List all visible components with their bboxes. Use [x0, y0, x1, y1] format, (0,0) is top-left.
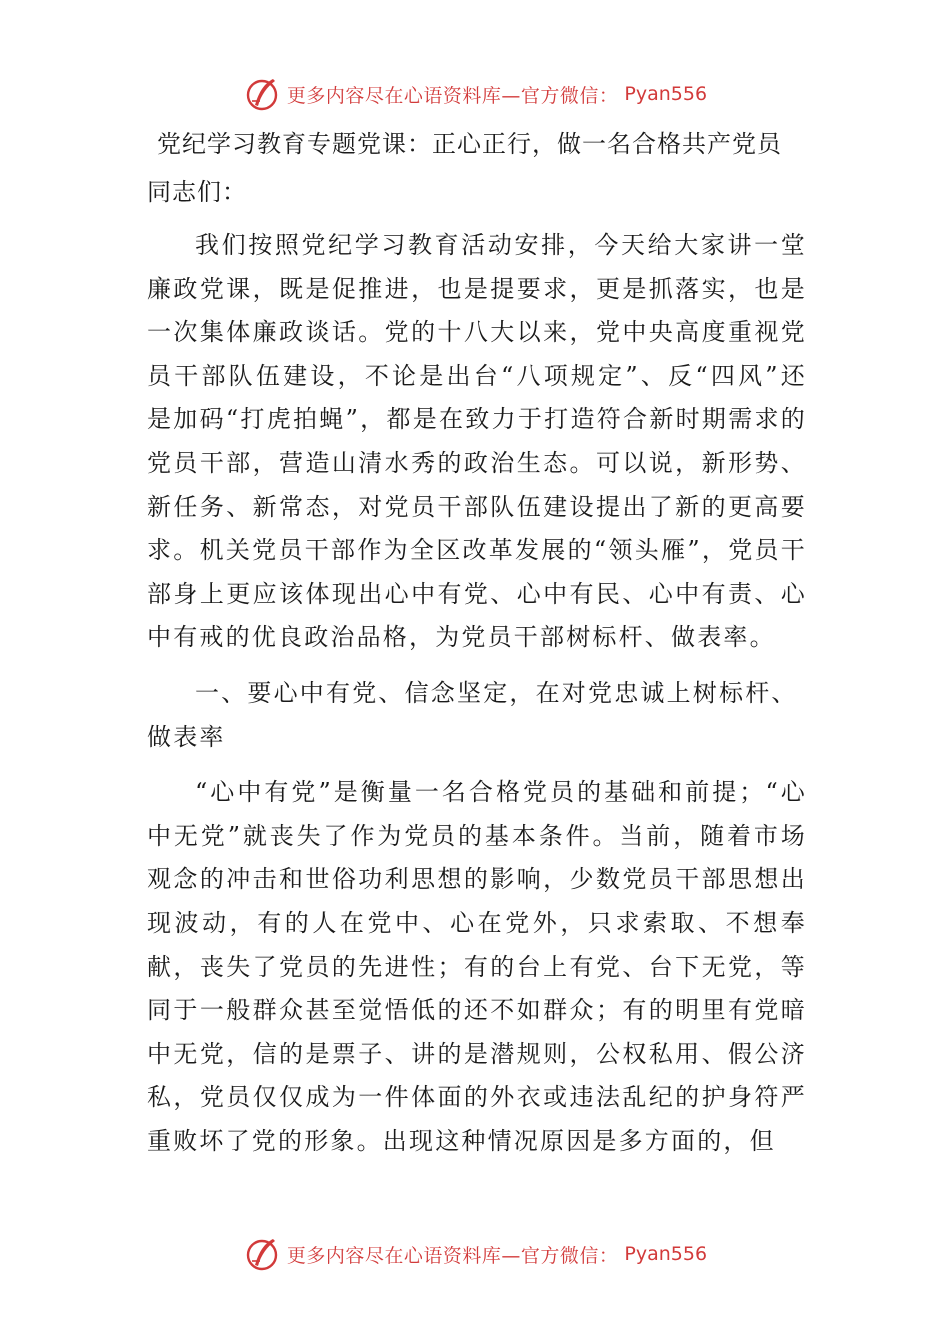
salutation: 同志们：	[147, 178, 247, 206]
intro-paragraph: 我们按照党纪学习教育活动安排，今天给大家讲一堂廉政党课，既是促推进，也是提要求，更是抓落实，也是一次集体廉政谈话。党的十八大以来，党中央高度重视党员干部队伍建设，不论是出台“八项规定”、反“四风”还是加码“打虎拍蝇”，都是在致力于打造符合新时期需求的党员干部，营造山清水秀的政治生态。可以说，新形势、新任务、新常态，对党员干部队伍建设提出了新的更高要求。机关党员干部作为全区改革发展的“领头雁”，党员干部身上更应该体现出心中有党、心中有民、心中有责、心中有戒的优良政治品格，为党员干部树标杆、做表率。	[147, 231, 807, 652]
watermark-promo-text: 更多内容尽在心语资料库—官方微信：	[286, 84, 619, 107]
watermark-contact-id: Pyan556	[624, 1243, 708, 1265]
watermark-contact-id: Pyan556	[624, 83, 708, 105]
watermark-promo-text: 更多内容尽在心语资料库—官方微信：	[286, 1244, 619, 1267]
section-one-paragraph: “心中有党”是衡量一名合格党员的基础和前提；“心中无党”就丧失了作为党员的基本条件。当前，随着市场观念的冲击和世俗功利思想的影响，少数党员干部思想出现波动，有的人在党中、心在党外，只求索取、不想奉献，丧失了党员的先进性；有的台上有党、台下无党，等同于一般群众甚至觉悟低的还不如群众；有的明里有党暗中无党，信的是票子、讲的是潜规则，公权私用、假公济私，党员仅仅成为一件体面的外衣或违法乱纪的护身符严重败坏了党的形象。出现这种情况原因是多方面的，但	[147, 778, 807, 1155]
document-title: 党纪学习教育专题党课：正心正行，做一名合格共产党员	[157, 130, 782, 158]
section-one-heading: 一、要心中有党、信念坚定，在对党忠诚上树标杆、做表率	[147, 678, 798, 751]
watermark-banner-bottom	[0, 1232, 950, 1276]
watermark-banner-top	[0, 72, 950, 116]
feather-pen-logo-icon	[243, 75, 281, 113]
document-body	[147, 124, 807, 1175]
feather-pen-logo-icon	[243, 1235, 281, 1273]
